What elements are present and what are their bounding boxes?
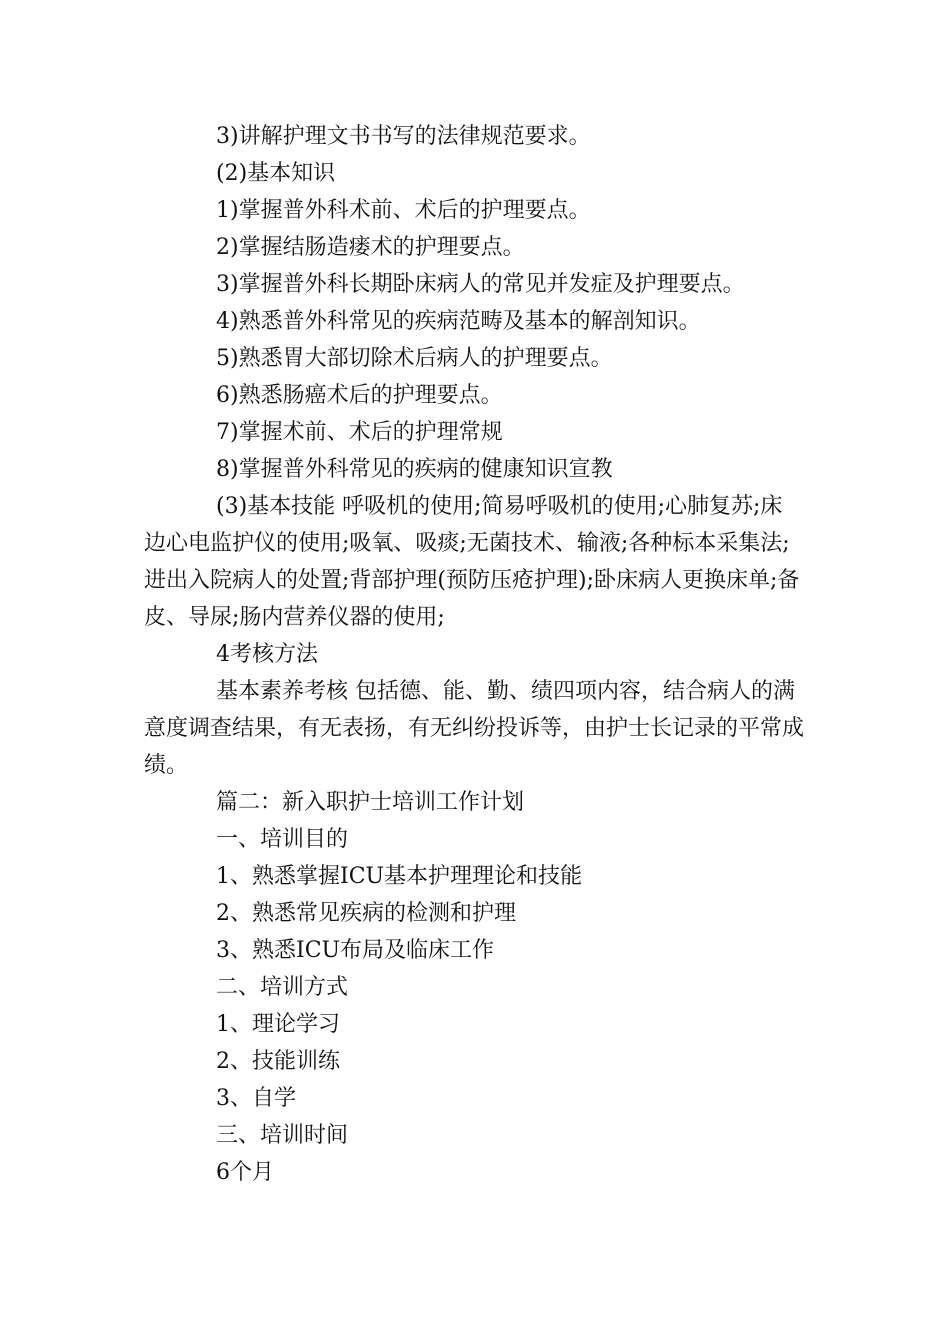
text-line: 3、熟悉ICU布局及临床工作 bbox=[216, 938, 495, 963]
text-line: 2、技能训练 bbox=[216, 1049, 340, 1074]
section-heading: (2)基本知识 bbox=[216, 161, 336, 186]
text-line: 7)掌握术前、术后的护理常规 bbox=[216, 420, 503, 445]
section-heading: 二、培训方式 bbox=[216, 975, 349, 1000]
text-line: 1)掌握普外科术前、术后的护理要点。 bbox=[216, 198, 591, 223]
text-line: 4)熟悉普外科常见的疾病范畴及基本的解剖知识。 bbox=[216, 309, 701, 334]
text-line: 3)掌握普外科长期卧床病人的常见并发症及护理要点。 bbox=[216, 272, 745, 297]
text-line: 2、熟悉常见疾病的检测和护理 bbox=[216, 901, 516, 926]
text-line: 2)掌握结肠造瘘术的护理要点。 bbox=[216, 235, 525, 260]
text-line: 6个月 bbox=[216, 1160, 274, 1185]
text-line: 1、熟悉掌握ICU基本护理理论和技能 bbox=[216, 864, 583, 889]
chapter-title: 篇二：新入职护士培训工作计划 bbox=[216, 790, 525, 815]
text-line: 1、理论学习 bbox=[216, 1012, 340, 1037]
text-line: 3、自学 bbox=[216, 1086, 296, 1111]
assessment-paragraph: 基本素养考核 包括德、能、勤、绩四项内容，结合病人的满意度调查结果，有无表扬，有无纠纷投诉等，由护士长记录的平常成绩。 bbox=[144, 679, 805, 778]
section-heading: 三、培训时间 bbox=[216, 1123, 349, 1148]
text-line: 3)讲解护理文书书写的法律规范要求。 bbox=[216, 124, 591, 149]
text-line: 6)熟悉肠癌术后的护理要点。 bbox=[216, 383, 503, 408]
text-line: 8)掌握普外科常见的疾病的健康知识宣教 bbox=[216, 457, 613, 482]
skills-paragraph: (3)基本技能 呼吸机的使用;简易呼吸机的使用;心肺复苏;床边心电监护仪的使用;吸氧、吸痰;无菌技术、输液;各种标本采集法;进出入院病人的处置;背部护理(预防压疮护理);卧床病人更换床单;备皮、导尿;肠内营养仪器的使用; bbox=[144, 494, 800, 630]
text-line: 5)熟悉胃大部切除术后病人的护理要点。 bbox=[216, 346, 613, 371]
section-heading: 4考核方法 bbox=[216, 642, 318, 667]
section-heading: 一、培训目的 bbox=[216, 827, 349, 852]
